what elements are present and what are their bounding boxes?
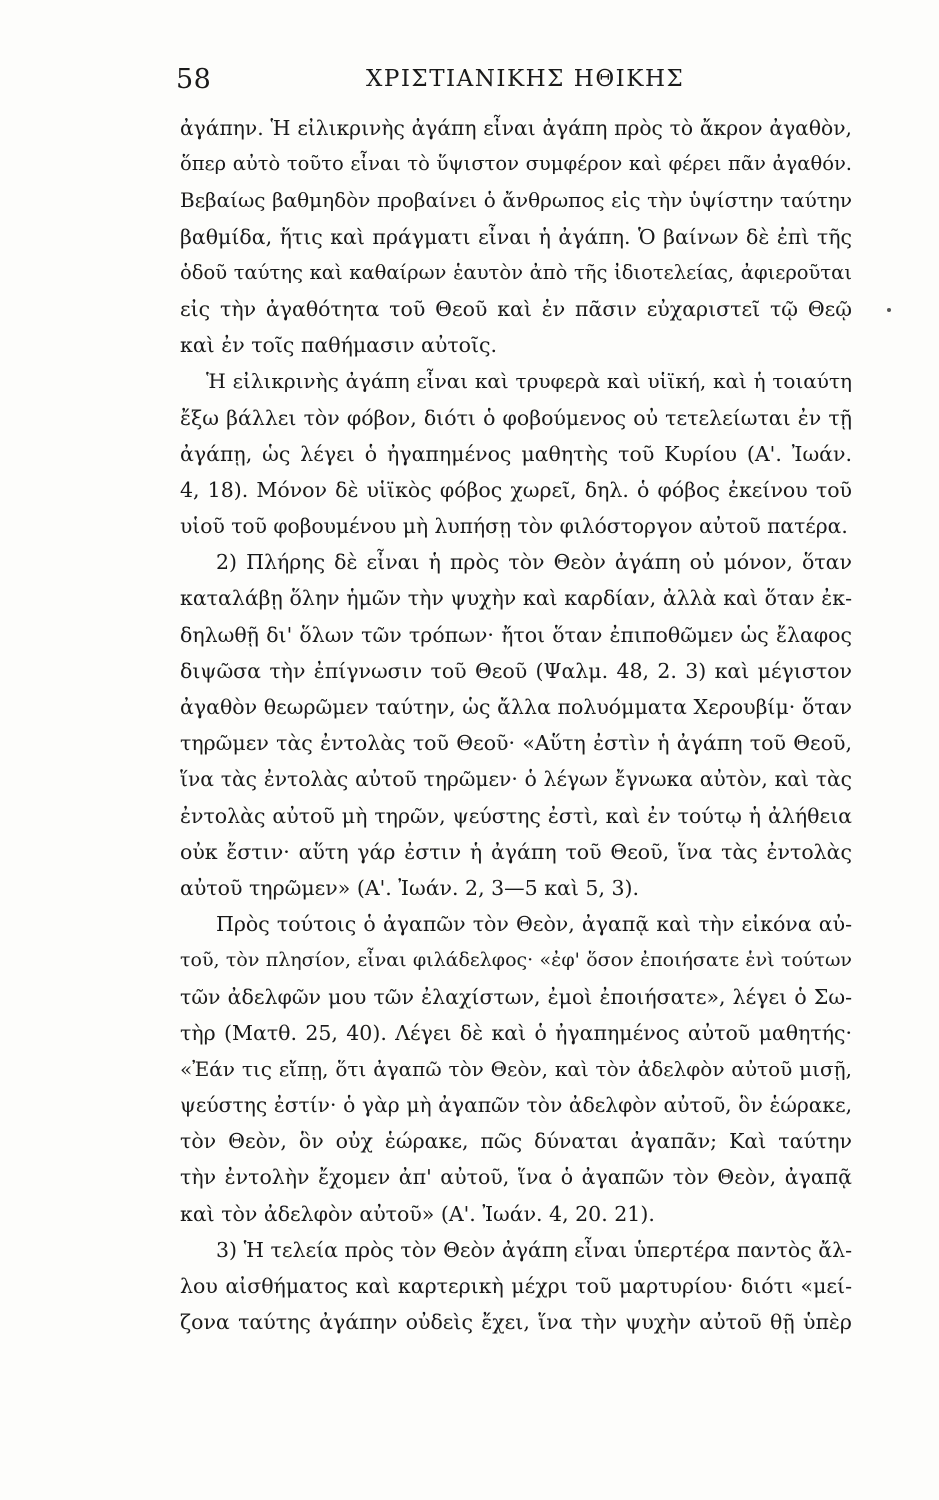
text-line: καταλάβῃ ὅλην ἡμῶν τὴν ψυχὴν καὶ καρδίαν, ἀλλὰ καὶ ὅταν ἐκ- <box>180 586 852 611</box>
text-line: ἀγαθὸν θεωρῶμεν ταύτην, ὡς ἄλλα πολυόμματα Χερουβίμ· ὅταν <box>180 695 852 719</box>
text-line: Βεβαίως βαθμηδὸν προβαίνει ὁ ἄνθρωπος εἰς τὴν ὑψίστην ταύτην <box>180 188 852 213</box>
page-number: 58 <box>176 64 212 95</box>
text-line: 3) Ἡ τελεία πρὸς τὸν Θεὸν ἀγάπη εἶναι ὑπερτέρα παντὸς ἄλ- <box>216 1237 852 1262</box>
text-line: αὐτοῦ τηρῶμεν» (Α'. Ἰωάν. 2, 3—5 καὶ 5, 3). <box>180 875 640 900</box>
text-line: οὐκ ἔστιν· αὕτη γάρ ἐστιν ἡ ἀγάπη τοῦ Θεοῦ, ἵνα τὰς ἐντολὰς <box>180 839 852 864</box>
text-line: τὴρ (Ματθ. 25, 40). Λέγει δὲ καὶ ὁ ἠγαπημένος αὐτοῦ μαθητής· <box>180 1020 852 1045</box>
text-line: ἀγάπῃ, ὡς λέγει ὁ ἠγαπημένος μαθητὴς τοῦ Κυρίου (Α'. Ἰωάν. <box>180 441 852 466</box>
text-line: τοῦ, τὸν πλησίον, εἶναι φιλάδελφος· «ἐφ' ὅσον ἐποιήσατε ἑνὶ τούτων <box>180 949 852 972</box>
text-line: «Ἐάν τις εἴπῃ, ὅτι ἀγαπῶ τὸν Θεὸν, καὶ τὸν ἀδελφὸν αὐτοῦ μισῇ, <box>180 1056 852 1081</box>
text-line: βαθμίδα, ἥτις καὶ πράγματι εἶναι ἡ ἀγάπη. Ὁ βαίνων δὲ ἐπὶ τῆς <box>180 224 852 249</box>
text-line: ψεύστης ἐστίν· ὁ γὰρ μὴ ἀγαπῶν τὸν ἀδελφὸν αὐτοῦ, ὃν ἑώρακε, <box>180 1093 852 1118</box>
text-line: 2) Πλήρης δὲ εἶναι ἡ πρὸς τὸν Θεὸν ἀγάπη οὐ μόνον, ὅταν <box>216 550 852 575</box>
text-line: ζονα ταύτης ἀγάπην οὐδεὶς ἔχει, ἵνα τὴν ψυχὴν αὐτοῦ θῇ ὑπὲρ <box>180 1310 852 1335</box>
text-line: ἐντολὰς αὐτοῦ μὴ τηρῶν, ψεύστης ἐστὶ, καὶ ἐν τούτῳ ἡ ἀλήθεια <box>180 803 852 828</box>
text-line: τηρῶμεν τὰς ἐντολὰς τοῦ Θεοῦ· «Αὕτη ἐστὶν ἡ ἀγάπη τοῦ Θεοῦ, <box>180 731 852 756</box>
text-line: καὶ ἐν τοῖς παθήμασιν αὐτοῖς. <box>180 333 498 358</box>
text-line: ὁδοῦ ταύτης καὶ καθαίρων ἑαυτὸν ἀπὸ τῆς ἰδιοτελείας, ἀφιεροῦται <box>180 260 852 284</box>
text-line: υἱοῦ τοῦ φοβουμένου μὴ λυπήσῃ τὸν φιλόστοργον αὐτοῦ πατέρα. <box>180 514 848 539</box>
text-line: λου αἰσθήματος καὶ καρτερικὴ μέχρι τοῦ μαρτυρίου· διότι «μεί- <box>180 1274 852 1298</box>
ink-speck <box>887 308 891 312</box>
text-line: τὴν ἐντολὴν ἔχομεν ἀπ' αὐτοῦ, ἵνα ὁ ἀγαπῶν τὸν Θεὸν, ἀγαπᾷ <box>180 1165 852 1190</box>
text-line: καὶ τὸν ἀδελφὸν αὐτοῦ» (Α'. Ἰωάν. 4, 20. 21). <box>180 1201 655 1226</box>
text-line: ὅπερ αὐτὸ τοῦτο εἶναι τὸ ὕψιστον συμφέρον καὶ φέρει πᾶν ἀγαθόν. <box>180 152 852 176</box>
page-header <box>176 60 856 100</box>
text-line: τὸν Θεὸν, ὃν οὐχ ἑώρακε, πῶς δύναται ἀγαπᾶν; Καὶ ταύτην <box>180 1129 852 1154</box>
text-line: Ἡ εἰλικρινὴς ἀγάπη εἶναι καὶ τρυφερὰ καὶ υἱϊκή, καὶ ἡ τοιαύτη <box>206 369 852 394</box>
text-line: ἀγάπην. Ἡ εἰλικρινὴς ἀγάπη εἶναι ἀγάπη πρὸς τὸ ἄκρον ἀγαθὸν, <box>180 116 852 140</box>
text-line: Πρὸς τούτοις ὁ ἀγαπῶν τὸν Θεὸν, ἀγαπᾷ καὶ τὴν εἰκόνα αὐ- <box>216 912 852 937</box>
running-title: ΧΡΙΣΤΙΑΝΙΚΗΣ ΗΘΙΚΗΣ <box>366 66 685 92</box>
text-line: εἰς τὴν ἀγαθότητα τοῦ Θεοῦ καὶ ἐν πᾶσιν εὐχαριστεῖ τῷ Θεῷ <box>180 296 852 321</box>
text-line: δηλωθῇ δι' ὅλων τῶν τρόπων· ἤτοι ὅταν ἐπιποθῶμεν ὡς ἔλαφος <box>180 622 852 647</box>
text-line: τῶν ἀδελφῶν μου τῶν ἐλαχίστων, ἐμοὶ ἐποιήσατε», λέγει ὁ Σω- <box>180 984 852 1009</box>
body-text <box>180 110 852 1340</box>
text-line: ἔξω βάλλει τὸν φόβον, διότι ὁ φοβούμενος οὐ τετελείωται ἐν τῇ <box>180 405 852 430</box>
text-line: ἵνα τὰς ἐντολὰς αὐτοῦ τηρῶμεν· ὁ λέγων ἔγνωκα αὐτὸν, καὶ τὰς <box>180 767 852 792</box>
text-line: 4, 18). Μόνον δὲ υἱϊκὸς φόβος χωρεῖ, δηλ. ὁ φόβος ἐκείνου τοῦ <box>180 477 852 502</box>
text-line: διψῶσα τὴν ἐπίγνωσιν τοῦ Θεοῦ (Ψαλμ. 48, 2. 3) καὶ μέγιστον <box>180 658 852 683</box>
